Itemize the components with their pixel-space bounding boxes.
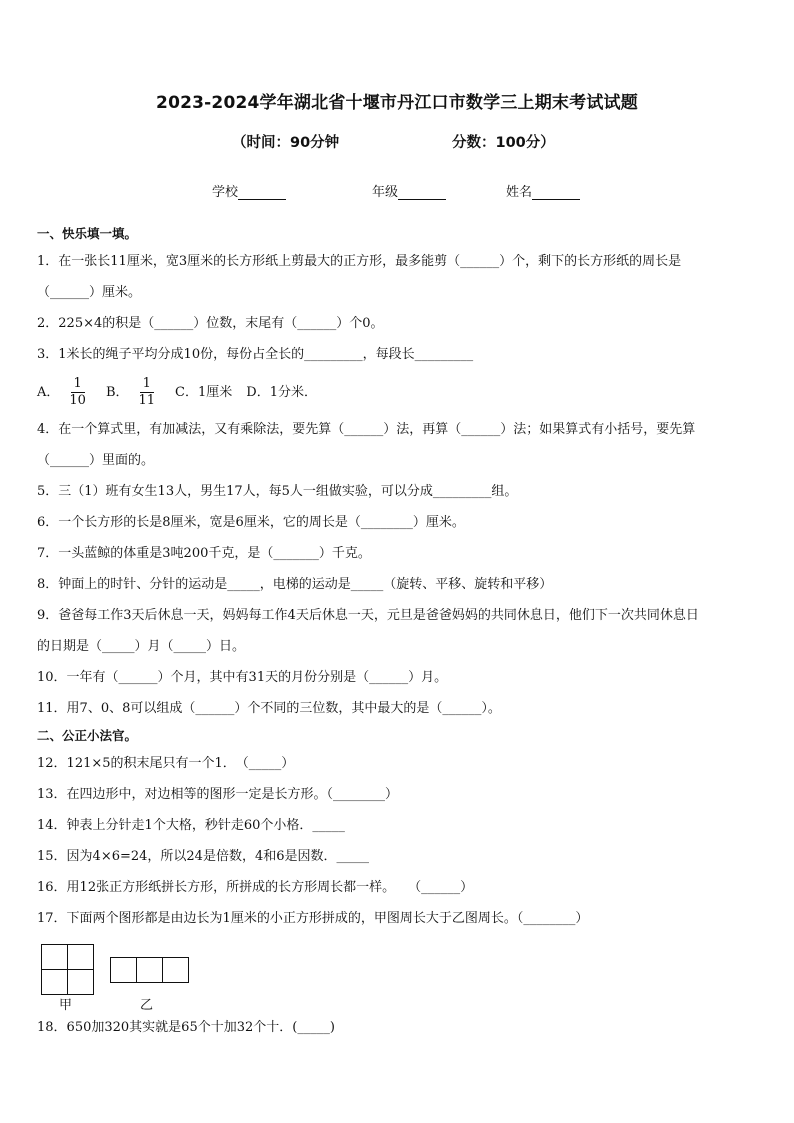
figure-jia-label: 甲 <box>59 998 73 1013</box>
question-10: 10．一年有（______）个月，其中有31天的月份分别是（______）月。 <box>37 670 448 685</box>
question-list <box>37 222 762 1043</box>
choice-a-numerator: 1 <box>71 376 85 393</box>
choice-b-fraction <box>139 376 156 409</box>
question-15: 15．因为4×6=24，所以24是倍数，4和6是因数．_____ <box>37 849 369 864</box>
choice-b-label: B． <box>105 384 129 400</box>
choice-c: C．1厘米 <box>175 384 233 400</box>
grade-field <box>372 181 446 200</box>
choice-b-denominator: 11 <box>138 392 156 408</box>
question-11: 11．用7、0、8可以组成（______）个不同的三位数，其中最大的是（______）。 <box>37 701 501 716</box>
question-1: 1．在一张长11厘米，宽3厘米的长方形纸上剪最大的正方形，最多能剪（______）个，剩下的长方形纸的周长是 <box>37 254 682 269</box>
question-3: 3．1米长的绳子平均分成10份，每份占全长的_________，每段长_________ <box>37 347 474 362</box>
question-16: 16．用12张正方形纸拼长方形，所拼成的长方形周长都一样。 （______） <box>37 880 474 895</box>
section-fill-in: 一、快乐填一填。 <box>37 226 138 241</box>
choice-a-fraction <box>69 376 86 409</box>
question-13: 13．在四边形中，对边相等的图形一定是长方形。（________） <box>37 787 399 802</box>
school-blank[interactable] <box>238 187 286 200</box>
grade-label: 年级 <box>372 185 399 200</box>
question-1-continued: （______）厘米。 <box>37 285 142 300</box>
school-field <box>212 181 286 200</box>
square-figures <box>37 940 237 1000</box>
question-18: 18．650加320其实就是65个十加32个十．(_____) <box>37 1020 335 1035</box>
name-label: 姓名 <box>506 185 533 200</box>
question-2: 2．225×4的积是（______）位数，末尾有（______）个0。 <box>37 316 384 331</box>
exam-score: 分数：100分） <box>452 135 555 151</box>
question-12: 12．121×5的积末尾只有一个1． （_____） <box>37 756 295 771</box>
question-4-continued: （______）里面的。 <box>37 453 155 468</box>
school-label: 学校 <box>212 185 239 200</box>
figure-yi-label: 乙 <box>140 998 154 1013</box>
question-9: 9．爸爸每工作3天后休息一天，妈妈每工作4天后休息一天，元旦是爸爸妈妈的共同休息日，他们下一次共同休息日 <box>37 608 699 623</box>
grade-blank[interactable] <box>398 187 446 200</box>
choice-d: D．1分米． <box>246 384 317 400</box>
figure-yi-strip <box>111 958 189 983</box>
question-17-figures <box>37 934 762 1012</box>
question-7: 7．一头蓝鲸的体重是3吨200千克，是（_______）千克。 <box>37 546 371 561</box>
choice-a-denominator: 10 <box>69 392 86 408</box>
question-9-continued: 的日期是（_____）月（_____）日。 <box>37 639 246 654</box>
choice-b-numerator: 1 <box>140 376 154 393</box>
question-6: 6．一个长方形的长是8厘米，宽是6厘米，它的周长是（________）厘米。 <box>37 515 465 530</box>
question-4: 4．在一个算式里，有加减法，又有乘除法，要先算（______）法，再算（______）法；如果算式有小括号，要先算 <box>37 422 696 437</box>
question-8: 8．钟面上的时针、分针的运动是_____，电梯的运动是_____（旋转、平移、旋转和平移） <box>37 577 553 592</box>
question-17: 17．下面两个图形都是由边长为1厘米的小正方形拼成的，甲图周长大于乙图周长。（________） <box>37 911 589 926</box>
name-blank[interactable] <box>532 187 580 200</box>
figure-jia-grid <box>42 945 94 995</box>
question-3-choices <box>37 370 762 414</box>
exam-title: 2023-2024学年湖北省十堰市丹江口市数学三上期末考试试题 <box>156 93 638 113</box>
exam-time: （时间：90分钟 <box>232 135 340 151</box>
question-5: 5．三（1）班有女生13人，男生17人，每5人一组做实验，可以分成_________组。 <box>37 484 518 499</box>
name-field <box>506 181 580 200</box>
choice-a-label: A． <box>37 384 60 400</box>
question-14: 14．钟表上分针走1个大格，秒针走60个小格．_____ <box>37 818 345 833</box>
section-true-false: 二、公正小法官。 <box>37 728 138 743</box>
